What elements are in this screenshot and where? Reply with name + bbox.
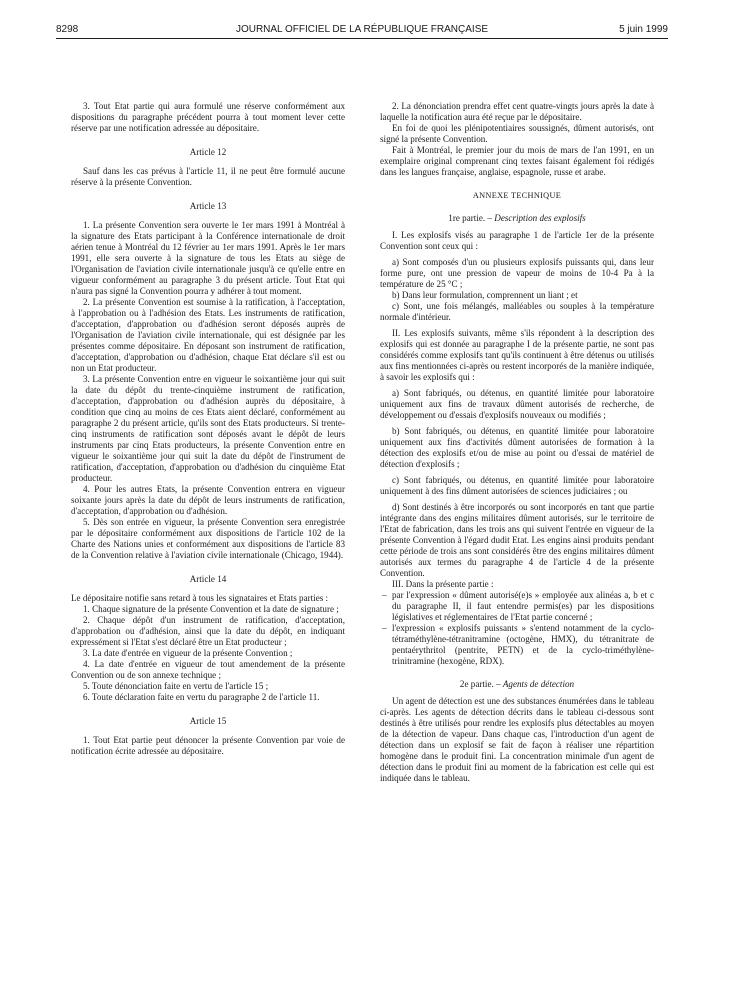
article-15-title: Article 15 [189, 716, 227, 726]
part-1-label: 1re partie. – [448, 213, 492, 223]
part-2-label: 2e partie. – [459, 679, 501, 689]
article-14-item: 1. Chaque signature de la présente Convention et la date de signature ; [83, 604, 339, 614]
section-ii-item-a: a) Sont fabriqués, ou détenus, en quantité limitée pour laboratoire uniquement aux fins de travaux dûment autorisés de recherche, de développement ou d'essais d'explosifs nouveaux ou modifiés ; [380, 388, 654, 420]
article-14-item: 2. Chaque dépôt d'un instrument de ratification, d'acceptation, d'approbation ou d'adhésion, ainsi que la date du dépôt, en indiquant expressément si l'Etat s'est déclaré être un Etat producteur ; [71, 615, 345, 647]
issue-date: 5 juin 1999 [619, 24, 668, 35]
section-ii-item-c: c) Sont fabriqués, ou détenus, en quantité limitée pour laboratoire uniquement à des fins dûment autorisées de sciences judiciaires ; ou [380, 475, 654, 496]
part-1-title: Description des explosifs [494, 213, 586, 223]
list-item: – par l'expression « dûment autorisé(e)s » employée aux alinéas a, b et c du paragraphe II, il faut entendre permis(es) par les dispositions législatives et réglementaires de l'Etat partie concerné ; [392, 590, 654, 623]
page-number: 8298 [56, 24, 79, 35]
article-13-para-1: 1. La présente Convention sera ouverte le 1er mars 1991 à Montréal à la signature des Etats participant à la Conférence internationale de droit aérien tenue à Montréal du 12 février au 1er mars 1991. Après le 1er mars 1991, elle sera ouverte à la signature de tous les Etats au siège de l'Organisation de l'aviation civile internationale jusqu'à ce qu'elle entre en vigueur conformément au paragraphe 3 du présent article. Tout Etat qui n'aura pas signé la Convention pourra y adhérer à tout moment. [71, 220, 345, 296]
article-13-para-5: 5. Dès son entrée en vigueur, la présente Convention sera enregistrée par le dépositaire conformément aux dispositions de l'article 102 de la Charte des Nations unies et conformément aux dispositions de l'article 83 de la Convention relative à l'aviation civile internationale (Chicago, 1944). [71, 517, 345, 560]
article-14-item: 4. La date d'entrée en vigueur de tout amendement de la présente Convention ou de son annexe technique ; [71, 659, 345, 680]
section-ii-item-d: d) Sont destinés à être incorporés ou sont incorporés en tant que partie intégrante dans des engins militaires dûment autorisés, sur le territoire de l'Etat de fabrication, dans les trois ans qui suivent l'entrée en vigueur de la présente Convention à l'égard dudit Etat. Les engins ainsi produits pendant cette période de trois ans sont considérés être des engins militaires dûment autorisés aux termes du paragraphe 4 de l'article 4 de la présente Convention. [380, 502, 654, 578]
list-item: – l'expression « explosifs puissants » s'entend notamment de la cyclo-tétraméthylène-tétranitramine (octogène, HMX), du tétranitrate de pentaérythritol (pentrite, PETN) et de la cyclo-triméthylène-trinitramine (hexogène, RDX). [392, 623, 654, 667]
left-column [71, 101, 345, 757]
article-14-title: Article 14 [189, 574, 227, 584]
journal-title: JOURNAL OFFICIEL DE LA RÉPUBLIQUE FRANÇAISE [235, 24, 489, 35]
section-i-item-c: c) Sont, une fois mélangés, malléables ou souples à la température normale d'intérieur. [380, 301, 654, 322]
in-witness-paragraph: En foi de quoi les plénipotentiaires soussignés, dûment autorisés, ont signé la présente Convention. [380, 123, 654, 144]
article-13-para-3: 3. La présente Convention entre en vigueur le soixantième jour qui suit la date du dépôt du trente-cinquième instrument de ratification, d'acceptation, d'approbation ou d'adhésion auprès du dépositaire, à condition que cinq au moins de ces Etats aient déclaré, conformément au paragraphe 2 du présent article, qu'ils sont des Etats producteurs. Si trente-cinq instruments de ratification sont déposés avant le dépôt de leurs instruments par cinq Etats producteurs, la présente Convention entre en vigueur le soixantième jour qui suit la date du dépôt de l'instrument de ratification, d'acceptation, d'approbation ou d'adhésion du cinquième Etat producteur. [71, 374, 345, 483]
denunciation-paragraph: 2. La dénonciation prendra effet cent quatre-vingts jours après la date à laquelle la notification aura été reçue par le dépositaire. [380, 101, 654, 122]
reserve-paragraph: 3. Tout Etat partie qui aura formulé une réserve conformément aux dispositions du paragraphe précédent pourra à tout moment lever cette réserve par une notification adressée au dépositaire. [71, 101, 345, 133]
article-12-title: Article 12 [189, 147, 227, 157]
done-at-paragraph: Fait à Montréal, le premier jour du mois de mars de l'an 1991, en un exemplaire original comprenant cinq textes faisant également foi rédigés dans les langues française, anglaise, espagnole, russe et arabe. [380, 145, 654, 177]
part-1-heading [380, 213, 654, 224]
article-15-para-1: 1. Tout Etat partie peut dénoncer la présente Convention par voie de notification écrite adressée au dépositaire. [71, 735, 345, 756]
right-column [380, 101, 654, 784]
article-14-item: 5. Toute dénonciation faite en vertu de l'article 15 ; [83, 681, 269, 691]
article-13-para-2: 2. La présente Convention est soumise à la ratification, à l'acceptation, à l'approbation ou à l'adhésion des Etats. Les instruments de ratification, d'acceptation, d'approbation ou d'adhésion seront déposés auprès de l'Organisation de l'aviation civile internationale, qui est désignée par les présentes comme dépositaire. En déposant son instrument de ratification, d'acceptation, d'approbation ou d'adhésion, chaque Etat déclare s'il est ou non un Etat producteur. [71, 297, 345, 373]
page-header [56, 22, 668, 39]
part-2-paragraph: Un agent de détection est une des substances énumérées dans le tableau ci-après. Les agents de détection décrits dans le tableau ci-dessous sont destinés à être utilisés pour rendre les explosifs plus détectables au moyen de la détection de vapeur. Dans chaque cas, l'introduction d'un agent de détection dans un explosif se fait de façon à réaliser une répartition homogène dans le produit fini. La concentration minimale d'un agent de détection dans le produit fini au moment de la fabrication est celle qui est indiquée dans le tableau. [380, 696, 654, 783]
article-13-title: Article 13 [189, 201, 227, 211]
section-iii-intro: III. Dans la présente partie : [392, 579, 494, 589]
section-i-item-b: b) Dans leur formulation, comprennent un liant ; et [392, 290, 578, 300]
annex-title: ANNEXE TECHNIQUE [472, 191, 562, 200]
section-ii-intro: II. Les explosifs suivants, même s'ils répondent à la description des explosifs qui est donnée au paragraphe I de la présente partie, ne sont pas considérés comme explosifs tant qu'ils continuent à être détenus ou utilisés aux fins mentionnées ci-après ou restent incorporés de la manière indiquée, à savoir les explosifs qui : [380, 328, 654, 382]
section-ii-item-b: b) Sont fabriqués, ou détenus, en quantité limitée pour laboratoire uniquement aux fins d'activités dûment autorisées de formation à la détection des explosifs et/ou de mise au point ou d'essai de matériel de détection d'explosifs ; [380, 426, 654, 469]
article-14-item: 3. La date d'entrée en vigueur de la présente Convention ; [83, 648, 293, 658]
part-2-title: Agents de détection [502, 679, 575, 689]
section-i-item-a: a) Sont composés d'un ou plusieurs explosifs puissants qui, dans leur forme pure, ont une pression de vapeur de moins de 10-4 Pa à la température de 25 °C ; [380, 257, 654, 289]
article-13-para-4: 4. Pour les autres Etats, la présente Convention entrera en vigueur soixante jours après la date du dépôt de leurs instruments de ratification, d'acceptation, d'approbation ou d'adhésion. [71, 484, 345, 516]
section-i-intro: I. Les explosifs visés au paragraphe 1 de l'article 1er de la présente Convention sont ceux qui : [380, 230, 654, 251]
article-14-item: 6. Toute déclaration faite en vertu du paragraphe 2 de l'article 11. [83, 692, 320, 702]
article-12-text: Sauf dans les cas prévus à l'article 11, il ne peut être formulé aucune réserve à la présente Convention. [71, 166, 345, 187]
part-2-heading [380, 679, 654, 690]
section-iii-list [380, 590, 654, 667]
article-14-intro: Le dépositaire notifie sans retard à tous les signataires et Etats parties : [71, 593, 329, 603]
